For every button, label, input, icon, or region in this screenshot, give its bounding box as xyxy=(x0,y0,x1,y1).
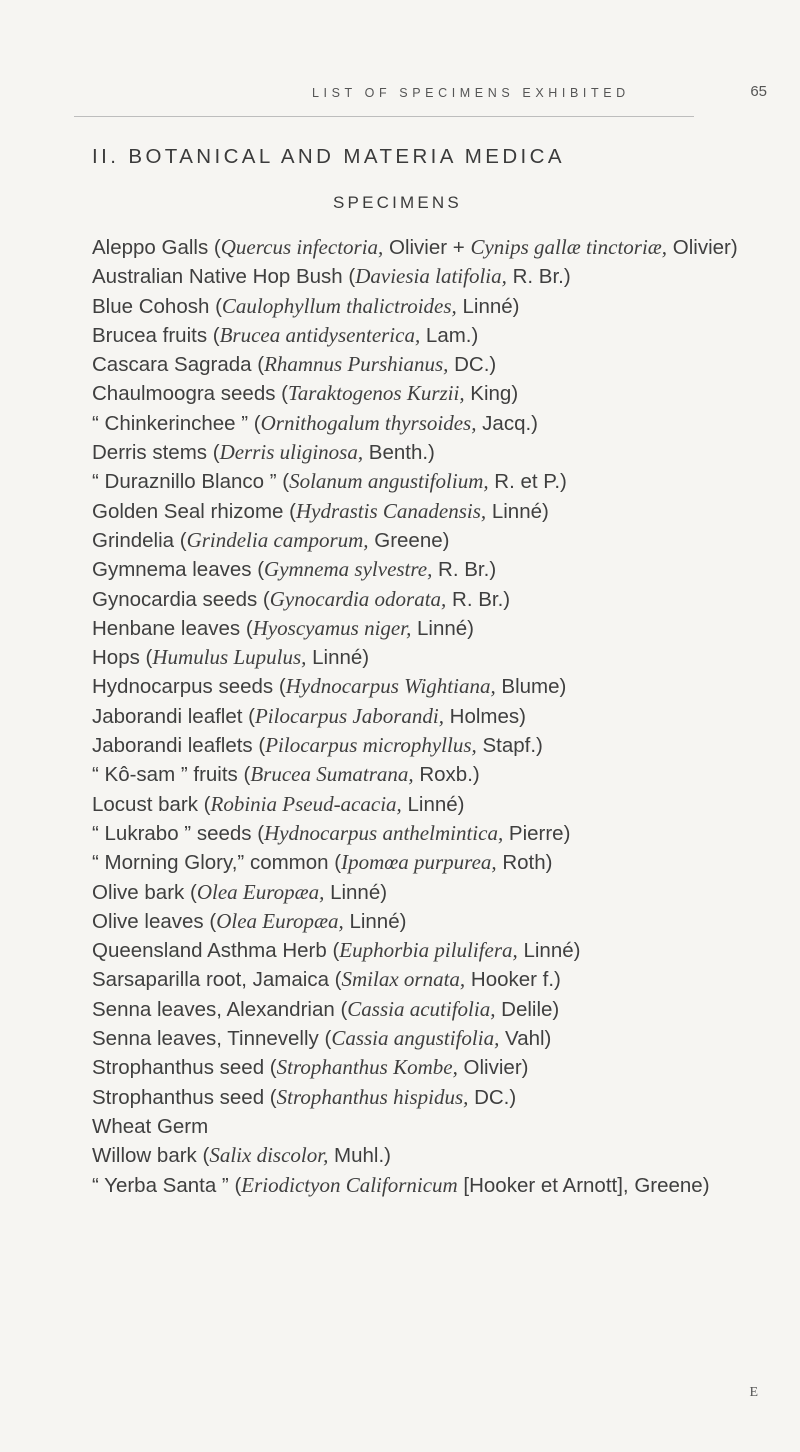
specimen-common-name: Senna leaves, Tinnevelly ( xyxy=(92,1027,332,1051)
specimen-common-name: Hops ( xyxy=(92,646,153,670)
specimen-authority: Roxb.) xyxy=(413,763,480,787)
specimen-entry xyxy=(92,936,768,965)
specimen-entry xyxy=(92,467,768,496)
specimen-authority: Muhl.) xyxy=(328,1144,391,1168)
specimen-latin-name: Quercus infectoria, xyxy=(220,235,384,259)
specimen-latin-name: Ornithogalum thyrsoides, xyxy=(260,410,477,435)
specimen-entry xyxy=(92,379,768,408)
specimen-authority: Hooker f.) xyxy=(465,968,561,992)
specimen-authority: Holmes) xyxy=(443,704,526,728)
specimen-common-name: Gymnema leaves ( xyxy=(92,558,265,582)
specimen-latin-name: Smilax ornata, xyxy=(341,967,466,992)
specimen-common-name: Locust bark ( xyxy=(92,792,211,816)
specimen-common-name: Olive bark ( xyxy=(92,880,197,904)
specimen-common-name: Australian Native Hop Bush ( xyxy=(92,265,356,289)
specimen-latin-name: Hydrastis Canadensis, xyxy=(295,498,487,523)
specimen-entry xyxy=(92,350,768,379)
specimen-entry xyxy=(92,233,768,262)
specimen-common-name: Strophanthus seed ( xyxy=(92,1085,277,1109)
specimen-authority: Blume) xyxy=(495,675,567,699)
specimen-latin-name: Humulus Lupulus, xyxy=(152,645,307,670)
specimen-common-name: “ Yerba Santa ” ( xyxy=(92,1173,242,1197)
running-head: LIST OF SPECIMENS EXHIBITED xyxy=(312,86,630,100)
specimen-authority-secondary: Olivier) xyxy=(667,236,738,259)
specimen-authority: Linné) xyxy=(306,646,370,670)
specimen-authority: DC.) xyxy=(448,353,497,377)
specimen-common-name: Grindelia ( xyxy=(92,528,187,552)
specimen-common-name: “ Chinkerinchee ” ( xyxy=(92,411,261,435)
specimen-latin-name: Hyoscyamus niger, xyxy=(252,615,412,640)
specimen-authority: Roth) xyxy=(496,851,553,875)
specimen-latin-name: Gymnema sylvestre, xyxy=(264,557,433,582)
specimen-entry xyxy=(92,321,768,350)
specimen-authority: Linné) xyxy=(486,499,549,523)
specimen-entry xyxy=(92,731,768,760)
specimen-common-name: Blue Cohosh ( xyxy=(92,294,222,318)
specimen-authority: Greene) xyxy=(368,528,450,552)
specimen-latin-name: Taraktogenos Kurzii, xyxy=(288,381,465,406)
specimen-authority: Linné) xyxy=(343,909,407,933)
specimen-common-name: “ Morning Glory,” common ( xyxy=(92,851,342,875)
specimen-authority: Linné) xyxy=(401,792,465,816)
specimen-common-name: Aleppo Galls ( xyxy=(92,236,221,259)
signature-mark: E xyxy=(749,1385,758,1400)
specimen-authority: Linné) xyxy=(411,616,475,640)
specimen-entry xyxy=(92,585,768,614)
specimen-common-name: Queensland Asthma Herb ( xyxy=(92,939,340,963)
specimen-common-name: Golden Seal rhizome ( xyxy=(92,499,296,523)
specimen-common-name: Olive leaves ( xyxy=(92,909,217,933)
specimen-latin-name: Hydnocarpus Wightiana, xyxy=(285,674,496,699)
specimen-latin-name: Hydnocarpus anthelmintica, xyxy=(264,820,504,845)
specimen-authority: Olivier) xyxy=(457,1056,529,1080)
page-number: 65 xyxy=(750,83,767,100)
specimen-entry xyxy=(92,965,768,994)
specimen-latin-name: Solanum angustifolium, xyxy=(289,469,489,494)
specimen-common-name: “ Lukrabo ” seeds ( xyxy=(92,821,265,845)
specimen-authority: King) xyxy=(464,382,519,406)
specimen-latin-name: Olea Europæa, xyxy=(196,879,325,904)
specimen-entry xyxy=(92,614,768,643)
specimen-entry xyxy=(92,497,768,526)
specimen-authority: Stapf.) xyxy=(476,734,543,758)
specimen-latin-name: Pilocarpus microphyllus, xyxy=(265,733,477,758)
section-subtitle: SPECIMENS xyxy=(333,193,462,212)
header-rule xyxy=(74,116,694,117)
specimen-entry xyxy=(92,555,768,584)
specimen-authority: DC.) xyxy=(468,1085,517,1109)
specimen-common-name: Derris stems ( xyxy=(92,441,220,465)
specimen-latin-name: Caulophyllum thalictroides, xyxy=(221,293,457,318)
specimen-latin-name: Grindelia camporum, xyxy=(186,527,369,552)
specimen-entry xyxy=(92,526,768,555)
specimen-common-name: Wheat Germ xyxy=(92,1114,209,1138)
specimen-common-name: Henbane leaves ( xyxy=(92,616,253,640)
specimen-latin-name: Eriodictyon Californicum xyxy=(241,1172,458,1197)
specimen-entry xyxy=(92,1141,768,1170)
specimen-latin-name-secondary: Cynips gallæ tinctoriæ, xyxy=(470,235,668,259)
specimen-entry xyxy=(92,790,768,819)
specimen-entry xyxy=(92,1053,768,1082)
specimen-authority: R. Br.) xyxy=(446,587,511,611)
specimen-latin-name: Gynocardia odorata, xyxy=(269,586,447,611)
specimen-latin-name: Cassia angustifolia, xyxy=(331,1026,500,1051)
specimen-entry xyxy=(92,1083,768,1112)
specimen-latin-name: Brucea Sumatrana, xyxy=(250,762,414,787)
specimen-authority: Pierre) xyxy=(503,821,571,845)
specimen-latin-name: Rhamnus Purshianus, xyxy=(264,352,449,377)
specimen-authority: [Hooker et Arnott], Greene) xyxy=(457,1173,710,1197)
specimen-common-name: Jaborandi leaflet ( xyxy=(92,704,255,728)
specimen-latin-name: Brucea antidysenterica, xyxy=(219,322,421,347)
specimen-authority: R. Br.) xyxy=(432,558,497,582)
specimen-list xyxy=(92,233,768,1200)
specimen-entry xyxy=(92,409,768,438)
specimen-latin-name: Daviesia latifolia, xyxy=(355,264,507,289)
specimen-authority: R. Br.) xyxy=(506,265,571,289)
specimen-authority: Olivier + xyxy=(383,236,471,259)
specimen-common-name: Gynocardia seeds ( xyxy=(92,587,270,611)
specimen-latin-name: Olea Europæa, xyxy=(216,908,344,933)
specimen-latin-name: Salix discolor, xyxy=(209,1143,329,1168)
specimen-entry xyxy=(92,1112,768,1141)
specimen-entry xyxy=(92,819,768,848)
specimen-authority: Linné) xyxy=(456,294,520,318)
specimen-common-name: Willow bark ( xyxy=(92,1144,210,1168)
specimen-latin-name: Ipomœa purpurea, xyxy=(341,850,497,875)
specimen-entry xyxy=(92,438,768,467)
specimen-authority: Linné) xyxy=(517,939,581,963)
specimen-latin-name: Pilocarpus Jaborandi, xyxy=(254,703,444,728)
specimen-authority: Linné) xyxy=(324,880,388,904)
specimen-entry xyxy=(92,702,768,731)
specimen-entry xyxy=(92,848,768,877)
specimen-authority: Delile) xyxy=(495,997,560,1021)
specimen-entry xyxy=(92,643,768,672)
specimen-entry xyxy=(92,1171,768,1200)
specimen-entry xyxy=(92,760,768,789)
specimen-latin-name: Derris uliginosa, xyxy=(219,440,364,465)
specimen-authority: Vahl) xyxy=(499,1027,552,1051)
specimen-common-name: Hydnocarpus seeds ( xyxy=(92,675,286,699)
specimen-entry xyxy=(92,878,768,907)
specimen-latin-name: Robinia Pseud-acacia, xyxy=(210,791,402,816)
specimen-entry xyxy=(92,262,768,291)
specimen-entry xyxy=(92,292,768,321)
specimen-entry xyxy=(92,995,768,1024)
specimen-latin-name: Cassia acutifolia, xyxy=(347,996,496,1021)
specimen-entry xyxy=(92,907,768,936)
specimen-common-name: Jaborandi leaflets ( xyxy=(92,734,266,758)
specimen-latin-name: Strophanthus hispidus, xyxy=(276,1084,469,1109)
specimen-common-name: Brucea fruits ( xyxy=(92,323,220,347)
section-title: II. BOTANICAL AND MATERIA MEDICA xyxy=(92,145,565,168)
specimen-common-name: Strophanthus seed ( xyxy=(92,1056,277,1080)
specimen-authority: Benth.) xyxy=(363,441,435,465)
specimen-latin-name: Strophanthus Kombe, xyxy=(276,1055,458,1080)
specimen-common-name: Sarsaparilla root, Jamaica ( xyxy=(92,968,342,992)
specimen-common-name: Chaulmoogra seeds ( xyxy=(92,382,288,406)
specimen-authority: Jacq.) xyxy=(476,411,538,435)
specimen-common-name: “ Kô-sam ” fruits ( xyxy=(92,763,251,787)
specimen-common-name: Cascara Sagrada ( xyxy=(92,353,265,377)
specimen-latin-name: Euphorbia pilulifera, xyxy=(339,938,518,963)
specimen-authority: Lam.) xyxy=(420,323,479,347)
specimen-authority: R. et P.) xyxy=(488,470,567,494)
specimen-common-name: Senna leaves, Alexandrian ( xyxy=(92,997,348,1021)
specimen-entry xyxy=(92,1024,768,1053)
specimen-common-name: “ Duraznillo Blanco ” ( xyxy=(92,470,290,494)
specimen-entry xyxy=(92,672,768,701)
